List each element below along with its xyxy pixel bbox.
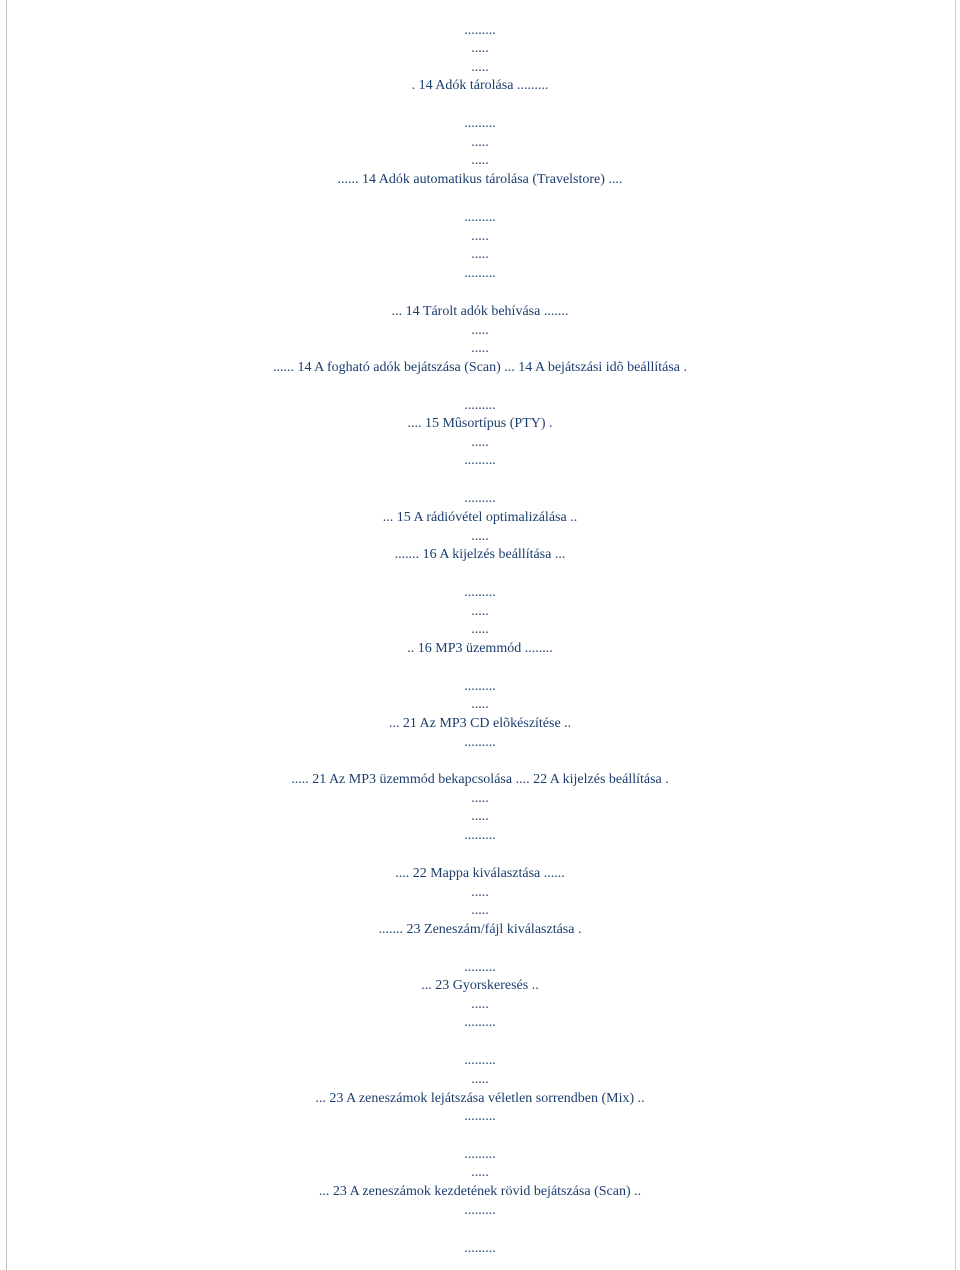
toc-line: ..... bbox=[471, 323, 489, 338]
toc-entry: ..... 21 Az MP3 üzemmód bekapcsolása .... 22 A kijelzés beállítása . bbox=[291, 772, 669, 787]
toc-line: ......... bbox=[464, 210, 496, 225]
toc-line: ......... bbox=[464, 735, 496, 750]
toc-line: ..... bbox=[471, 1165, 489, 1180]
toc-entry: ....... 16 A kijelzés beállítása ... bbox=[394, 547, 566, 562]
toc-entry: ... 14 Tárolt adók behívása ....... bbox=[391, 304, 569, 319]
toc-line: ..... bbox=[471, 229, 489, 244]
toc-line: ......... bbox=[464, 1147, 496, 1162]
toc-line: ......... bbox=[464, 398, 496, 413]
toc-line: ......... bbox=[464, 116, 496, 131]
toc-line: ......... bbox=[464, 828, 496, 843]
toc-line: ......... bbox=[464, 23, 496, 38]
toc-entry: ... 23 A zeneszámok lejátszása véletlen sorrendben (Mix) .. bbox=[315, 1091, 645, 1106]
toc-line: ......... bbox=[464, 960, 496, 975]
toc-line: ..... bbox=[471, 885, 489, 900]
toc-entry: ... 15 A rádióvétel optimalizálása .. bbox=[382, 510, 578, 525]
toc-entry: .... 15 Mûsortípus (PTY) . bbox=[407, 416, 553, 431]
toc-line: ......... bbox=[464, 1109, 496, 1124]
toc-line: ......... bbox=[464, 679, 496, 694]
toc-entry: ...... 14 A fogható adók bejátszása (Scan) ... 14 A bejátszási idõ beállítása . bbox=[272, 360, 688, 375]
toc-line: ..... bbox=[471, 791, 489, 806]
toc-line: ......... bbox=[464, 1053, 496, 1068]
toc-line: ......... bbox=[464, 1203, 496, 1218]
toc-line: ..... bbox=[471, 247, 489, 262]
toc-entry: ... 21 Az MP3 CD elõkészítése .. bbox=[388, 716, 572, 731]
toc-entry: ... 23 A zeneszámok kezdetének rövid bejátszása (Scan) .. bbox=[318, 1184, 642, 1199]
toc-line: ..... bbox=[471, 529, 489, 544]
toc-line: ......... bbox=[464, 585, 496, 600]
toc-entry: ...... 14 Adók automatikus tárolása (Travelstore) .... bbox=[337, 172, 623, 187]
toc-line: ..... bbox=[471, 997, 489, 1012]
toc-line: ......... bbox=[464, 453, 496, 468]
toc-line: ..... bbox=[471, 341, 489, 356]
toc-line: ..... bbox=[471, 435, 489, 450]
toc-line: ..... bbox=[471, 604, 489, 619]
toc-line: ..... bbox=[471, 60, 489, 75]
toc-entry: ... 23 Gyorskeresés .. bbox=[421, 978, 539, 993]
toc-entry: .. 16 MP3 üzemmód ........ bbox=[407, 641, 553, 656]
toc-line: ..... bbox=[471, 903, 489, 918]
toc-line: ..... bbox=[471, 697, 489, 712]
toc-line: ......... bbox=[464, 266, 496, 281]
toc-line: ..... bbox=[471, 622, 489, 637]
toc-line: ......... bbox=[464, 1241, 496, 1256]
toc-line: ......... bbox=[464, 1015, 496, 1030]
toc-line: ..... bbox=[471, 1072, 489, 1087]
toc-line: ..... bbox=[471, 135, 489, 150]
toc-entry: . 14 Adók tárolása ......... bbox=[411, 78, 549, 93]
toc-entry: .... 22 Mappa kiválasztása ...... bbox=[395, 866, 565, 881]
toc-line: ..... bbox=[471, 809, 489, 824]
toc-entry: ....... 23 Zeneszám/fájl kiválasztása . bbox=[378, 922, 582, 937]
toc-line: ..... bbox=[471, 153, 489, 168]
toc-line: ..... bbox=[471, 41, 489, 56]
toc-line: ......... bbox=[464, 491, 496, 506]
